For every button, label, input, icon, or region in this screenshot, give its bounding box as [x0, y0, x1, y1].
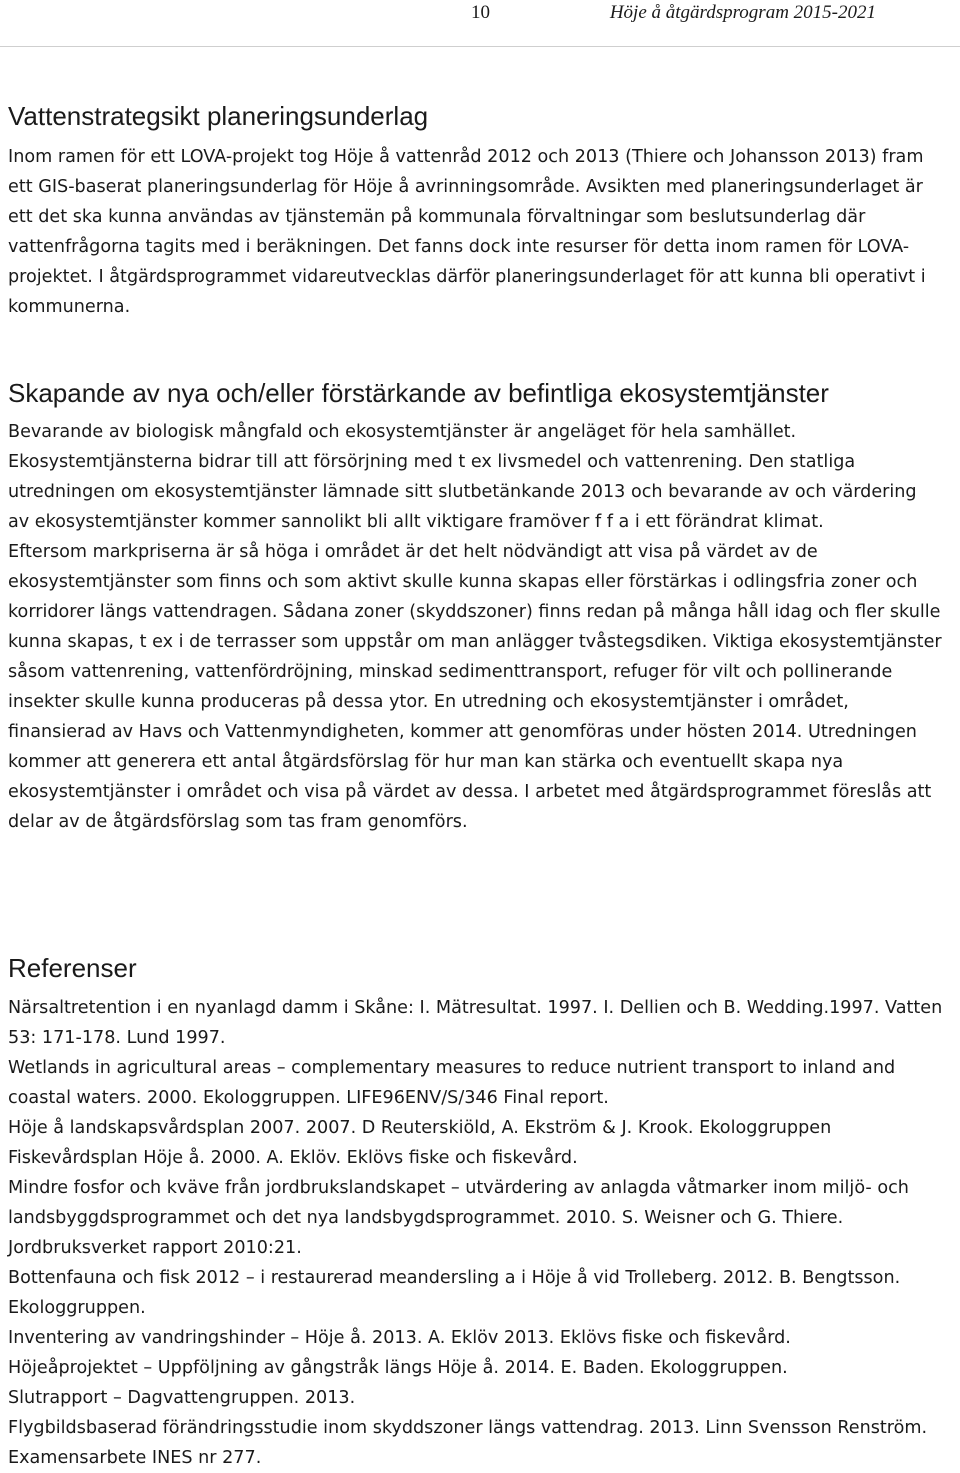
reference-list	[8, 993, 943, 1473]
reference-item: Slutrapport – Dagvattengruppen. 2013.	[8, 1388, 356, 1408]
section-paragraph-planning: Inom ramen för ett LOVA-projekt tog Höje å vattenråd 2012 och 2013 (Thiere och Johansson 2013) fram ett GIS-baserat planeringsunderlag för Höje å avrinningsområde. Avsikten med planeringsunderlaget är ett det ska kunna användas av tjänstemän på kommunala förvaltningar som beslutsunderlag där vattenfrågorna tagits med i beräkningen. Det fanns dock inte resurser för detta inom ramen för LOVA-projektet. I åtgärdsprogrammet vidareutvecklas därför planeringsunderlaget för att kunna bli operativt i kommunerna.	[8, 147, 926, 317]
page-number: 10	[471, 2, 490, 23]
section-paragraph-ecosystem-2: Eftersom markpriserna är så höga i området är det helt nödvändigt att visa på värdet av de ekosystemtjänster som finns och som aktivt skulle kunna skapas eller förstärkas i odlingsfria zoner och korridorer längs vattendragen. Sådana zoner (skyddszoner) finns redan på många håll idag och fler skulle kunna skapas, t ex i de terrasser som uppstår om man anlägger tvåstegsdiken. Viktiga ekosystemtjänster såsom vattenrening, vattenfördröjning, minskad sedimenttransport, refuger för vilt och pollinerande insekter skulle kunna produceras på dessa ytor. En utredning och ekosystemtjänster i området, finansierad av Havs och Vattenmyndigheten, kommer att genomföras under hösten 2014. Utredningen kommer att generera ett antal åtgärdsförslag för hur man kan stärka och eventuellt skapa nya ekosystemtjänster i området och visa på värdet av dessa. I arbetet med åtgärdsprogrammet föreslås att delar av de åtgärdsförslag som tas fram genomförs.	[8, 542, 942, 832]
reference-item: Höjeåprojektet – Uppföljning av gångstråk längs Höje å. 2014. E. Baden. Ekologgruppen.	[8, 1358, 788, 1378]
reference-item: Höje å landskapsvårdsplan 2007. 2007. D Reuterskiöld, A. Ekström & J. Krook. Ekologgruppen	[8, 1118, 832, 1138]
reference-item: Fiskevårdsplan Höje å. 2000. A. Eklöv. Eklövs fiske och fiskevård.	[8, 1148, 578, 1168]
references-heading: Referenser	[8, 953, 137, 983]
reference-item: Närsaltretention i en nyanlagd damm i Skåne: I. Mätresultat. 1997. I. Dellien och B. Wedding.1997. Vatten 53: 171-178. Lund 1997.	[8, 998, 943, 1048]
section-heading-ecosystem: Skapande av nya och/eller förstärkande av befintliga ekosystemtjänster	[8, 378, 829, 408]
reference-item: Flygbildsbaserad förändringsstudie inom skyddszoner längs vattendrag. 2013. Linn Svensson Renström. Examensarbete INES nr 277.	[8, 1418, 928, 1468]
reference-item: Mindre fosfor och kväve från jordbrukslandskapet – utvärdering av anlagda våtmarker inom miljö- och landsbyggdsprogrammet och det nya landsbygdsprogrammet. 2010. S. Weisner och G. Thiere. Jordbruksverket rapport 2010:21.	[8, 1178, 909, 1258]
reference-item: Wetlands in agricultural areas – complementary measures to reduce nutrient transport to inland and coastal waters. 2000. Ekologgruppen. LIFE96ENV/S/346 Final report.	[8, 1058, 896, 1108]
reference-item: Inventering av vandringshinder – Höje å. 2013. A. Eklöv 2013. Eklövs fiske och fiskevård.	[8, 1328, 791, 1348]
section-heading-planning: Vattenstrategsikt planeringsunderlag	[8, 101, 429, 131]
running-title: Höje å åtgärdsprogram 2015-2021	[609, 2, 876, 23]
section-paragraph-ecosystem-1: Bevarande av biologisk mångfald och ekosystemtjänster är angeläget för hela samhället. Ekosystemtjänsterna bidrar till att försörjning med t ex livsmedel och vattenrening. Den statliga utredningen om ekosystemtjänster lämnade sitt slutbetänkande 2013 och bevarande av och värdering av ekosystemtjänster kommer sannolikt bli allt viktigare framöver f f a i ett förändrat klimat.	[8, 422, 917, 532]
page-header	[0, 0, 960, 47]
reference-item: Bottenfauna och fisk 2012 – i restaurerad meandersling a i Höje å vid Trolleberg. 2012. B. Bengtsson. Ekologgruppen.	[8, 1268, 901, 1318]
section-body-ecosystem	[8, 417, 943, 837]
